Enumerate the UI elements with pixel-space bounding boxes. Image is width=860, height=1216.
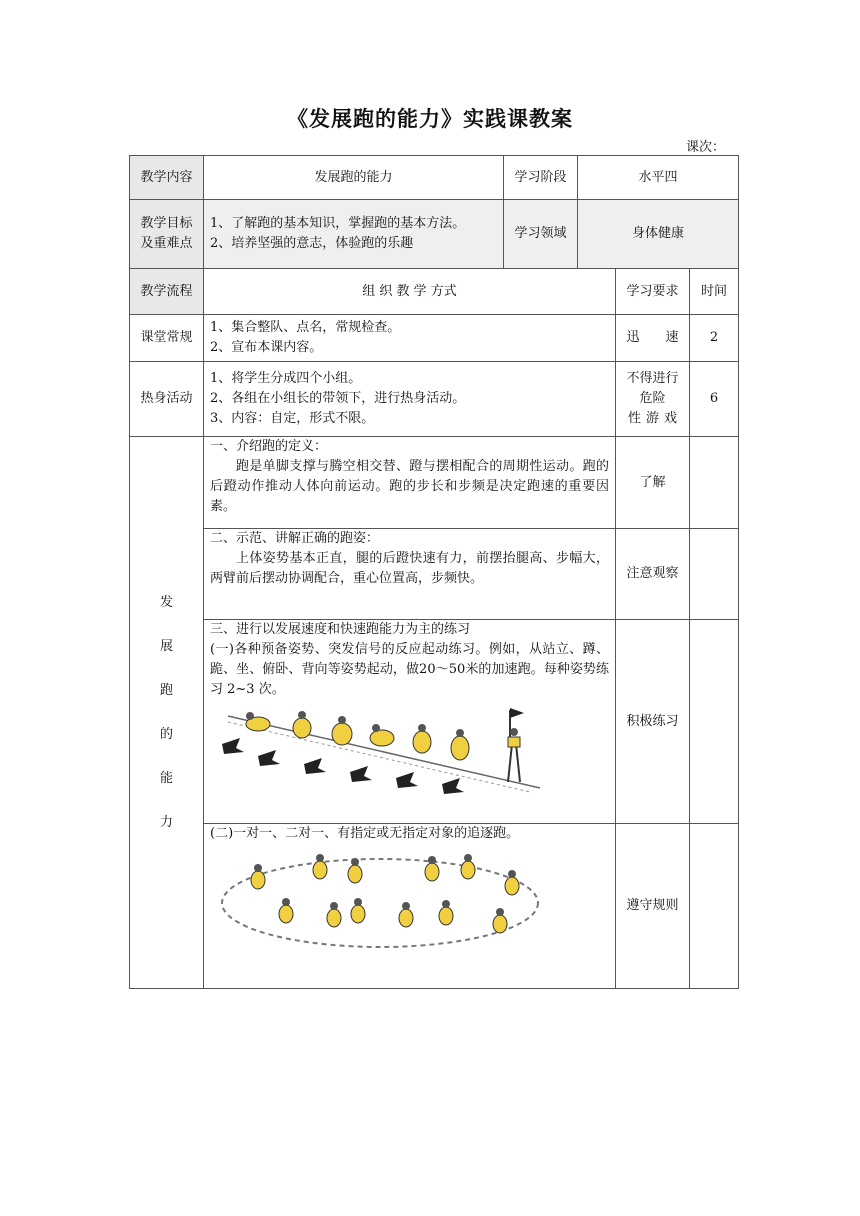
domain-label: 学习领域 [504,200,578,269]
section-1-requirement: 了解 [616,437,690,529]
routine-time: 2 [690,315,739,362]
section-4-text: (二)一对一、二对一、有指定或无指定对象的追逐跑。 [210,826,520,841]
domain-value: 身体健康 [578,200,739,269]
section-2-requirement: 注意观察 [616,529,690,620]
section-1-heading: 一、介绍跑的定义： [210,439,328,454]
lesson-plan-table [129,155,739,989]
row-develop-1 [130,437,739,529]
routine-line-2: 2、宣布本课内容。 [210,340,323,355]
section-3-heading: 三、进行以发展速度和快速跑能力为主的练习 [210,622,471,637]
section-4-time [690,824,739,989]
row-content [130,156,739,200]
row-routine [130,315,739,362]
stage-label: 学习阶段 [504,156,578,200]
develop-char-3: 跑 [159,682,173,698]
section-4-content [204,824,616,989]
warmup-req-line2 [622,409,683,429]
section-3-content [204,620,616,824]
section-4-requirement: 遵守规则 [616,824,690,989]
content-value: 发展跑的能力 [204,156,504,200]
warmup-time: 6 [690,362,739,437]
requirement-header: 学习要求 [616,269,690,315]
warmup-line-3: 3、内容：自定，形式不限。 [210,411,375,426]
develop-char-5: 能 [159,770,173,786]
section-1-content [204,437,616,529]
section-3-text: (一)各种预备姿势、突发信号的反应起动练习。例如，从站立、蹲、跪、坐、俯卧、背向等姿势起动，做20～50米的加速跑。每种姿势练习 2~3 次。 [210,642,609,697]
section-2-time [690,529,739,620]
routine-label: 课堂常规 [130,315,204,362]
develop-char-6: 力 [159,814,173,830]
routine-req-a: 迅 [626,330,640,345]
develop-label [130,437,204,989]
section-2-text: 上体姿势基本正直，腿的后蹬快速有力，前摆抬腿高、步幅大，两臂前后摆动协调配合，重心位置高，步频快。 [210,551,609,586]
document-title: 《发展跑的能力》实践课教案 [287,107,573,131]
method-header: 组 织 教 学 方式 [204,269,616,315]
content-label: 教学内容 [130,156,204,200]
section-1-text: 跑是单脚支撑与腾空相交替、蹬与摆相配合的周期性运动。跑的后蹬动作推动人体向前运动。跑的步长和步频是决定跑速的重要因素。 [210,459,609,514]
warmup-req-char-2: 游 [645,411,659,426]
row-develop-4 [130,824,739,989]
develop-char-4: 的 [159,726,173,742]
warmup-req-char-1: 性 [628,411,642,426]
goal-1: 1、了解跑的基本知识，掌握跑的基本方法。 [210,216,466,231]
section-1-time [690,437,739,529]
time-header: 时间 [690,269,739,315]
section-3-time [690,620,739,824]
warmup-label: 热身活动 [130,362,204,437]
routine-req-b: 速 [665,330,679,345]
develop-char-2: 展 [159,638,173,654]
row-develop-3 [130,620,739,824]
goal-2: 2、培养坚强的意志，体验跑的乐趣 [210,236,414,251]
warmup-req-char-3: 戏 [663,411,677,426]
section-3-requirement: 积极练习 [616,620,690,824]
section-2-content [204,529,616,620]
warmup-content [204,362,616,437]
develop-char-1: 发 [159,594,173,610]
stage-value: 水平四 [578,156,739,200]
lesson-number-label: 课次： [686,140,726,155]
row-develop-2 [130,529,739,620]
routine-line-1: 1、集合整队、点名，常规检查。 [210,320,401,335]
goals-label: 教学目标及重难点 [130,200,204,269]
row-goals [130,200,739,269]
warmup-requirement [616,362,690,437]
warmup-req-line1: 不得进行危险 [626,371,679,406]
routine-requirement [616,315,690,362]
routine-content [204,315,616,362]
warmup-line-1: 1、将学生分成四个小组。 [210,371,362,386]
section-2-heading: 二、示范、讲解正确的跑姿： [210,531,380,546]
process-header: 教学流程 [130,269,204,315]
row-warmup [130,362,739,437]
chase-run-illustration [210,848,550,958]
row-columns [130,269,739,315]
start-practice-illustration [210,704,550,800]
warmup-line-2: 2、各组在小组长的带领下，进行热身活动。 [210,391,466,406]
goals-cell [204,200,504,269]
